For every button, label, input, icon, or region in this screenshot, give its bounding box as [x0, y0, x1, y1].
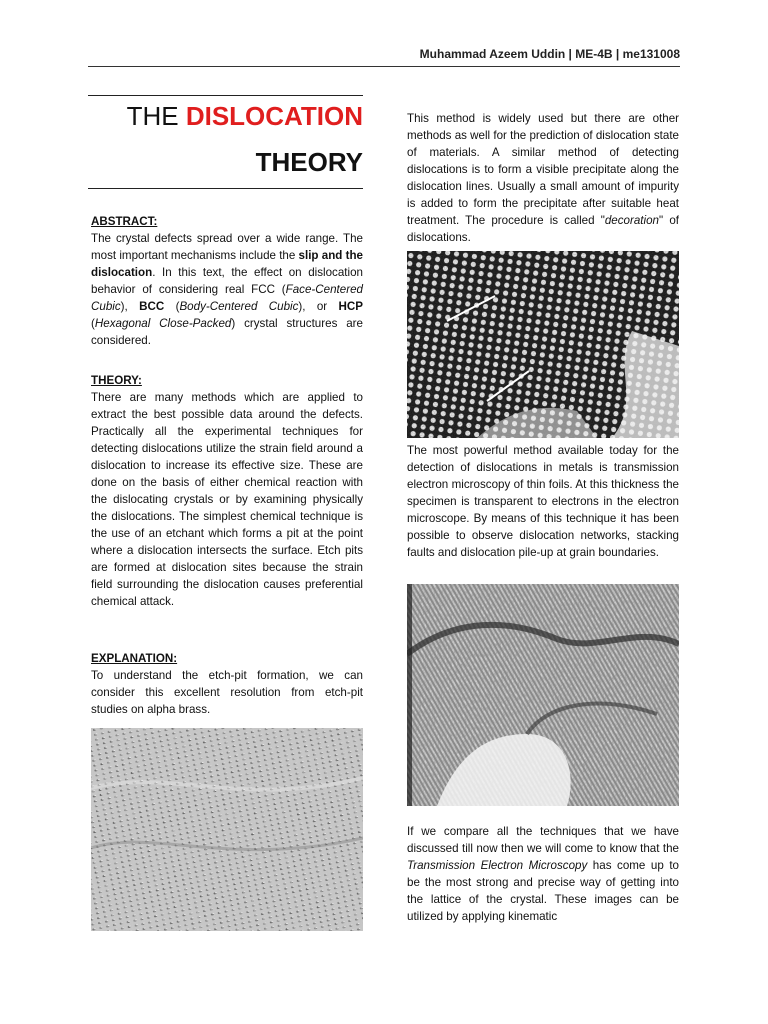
header-divider — [88, 66, 680, 67]
tem-micrograph — [407, 584, 679, 806]
abstract-heading: ABSTRACT: — [91, 215, 158, 228]
abstract-section — [91, 213, 363, 349]
theory-text: There are many methods which are applied to extract the best possible data around the defects. Practically all the experimental techniques for detecting dislocations utilize the strain field around a dislocation to increase its effective size. These are done on the basis of either chemical reaction with the dislocating crystals or by examining physically the dislocations. The simplest chemical technique is the use of an etchant which forms a pit at the point where a dislocation intersects the surface. Etch pits are formed at dislocation sites because the strain field surrounding the dislocation causes preferential chemical attack. — [91, 391, 363, 608]
theory-section — [91, 372, 363, 610]
title-line-1 — [88, 98, 363, 134]
explanation-text: To understand the etch-pit formation, we can consider this excellent resolution from etch-pit studies on alpha brass. — [91, 669, 363, 716]
explanation-section — [91, 650, 363, 718]
title-top-rule — [88, 95, 363, 96]
tem-paragraph: The most powerful method available today for the detection of dislocations in metals is transmission electron microscopy of thin foils. At this thickness the specimen is transparent to electrons in the electron microscope. By means of this technique it has been possible to observe dislocation networks, stacking faults and dislocation pile-up at grain boundaries. — [407, 444, 679, 559]
compare-paragraph: If we compare all the techniques that we have discussed till now then we will come to know that the Transmission Electron Microscopy has come up to be the most strong and precise way of getting into the lattice of the crystal. These images can be utilized by applying kinematic — [407, 825, 679, 923]
abstract-text: The crystal defects spread over a wide range. The most important mechanisms include the slip and the dislocation. In this text, the effect on dislocation behavior of considering real FCC (Face-Centered Cubic), BCC (Body-Centered Cubic), or HCP (Hexagonal Close-Packed) crystal structures are considered. — [91, 232, 363, 347]
title-the: THE — [126, 101, 179, 131]
explanation-heading: EXPLANATION: — [91, 652, 178, 665]
title-highlight: DISLOCATION — [185, 101, 363, 131]
etch-pit-micrograph — [91, 728, 363, 931]
theory-heading: THEORY: — [91, 374, 142, 387]
author-header: Muhammad Azeem Uddin | ME-4B | me131008 — [419, 47, 680, 61]
title-line-2: THEORY — [255, 147, 363, 177]
decoration-micrograph — [407, 251, 679, 438]
decoration-paragraph: This method is widely used but there are other methods as well for the prediction of dislocation state of materials. A similar method of detecting dislocations is to form a visible precipitate along the dislocation lines. Usually a small amount of impurity is added to form the precipitate after suitable heat treatment. The procedure is called "decoration" of dislocations. — [407, 112, 679, 244]
title-bottom-rule — [88, 188, 363, 189]
